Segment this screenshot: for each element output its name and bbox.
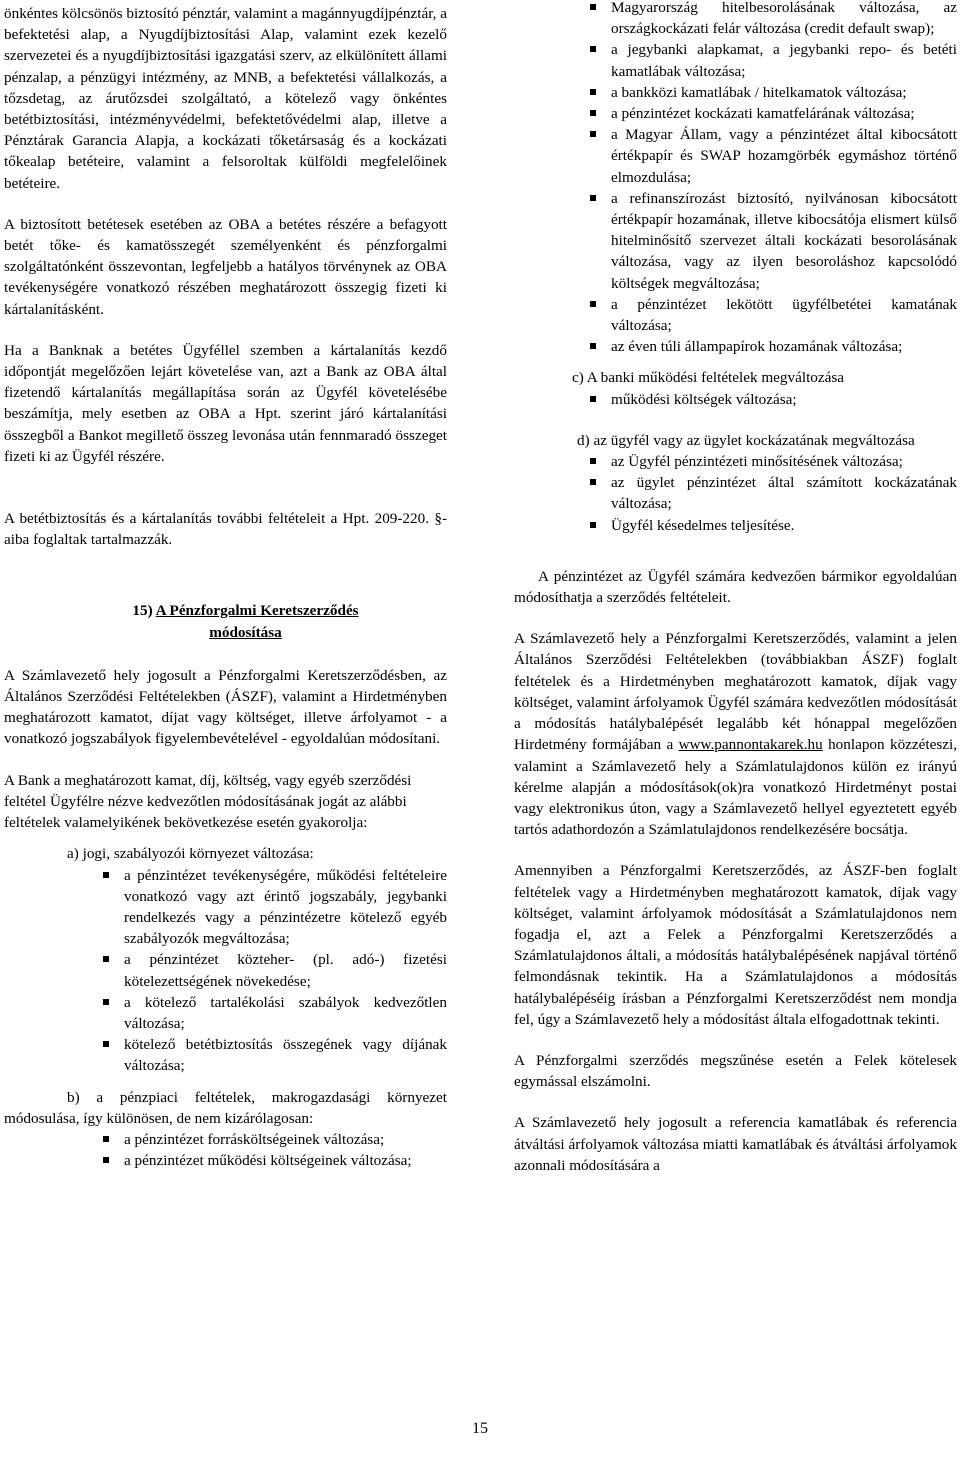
section-title-line2: módosítása (209, 623, 282, 641)
list-item: a refinanszírozást biztosító, nyilvánosan kibocsátott értékpapír hozamának, illetve kibocsátója elismert külső hitelminősítő szervezet általi kockázati besorolásának változása, vagy az ilyen besoroláshoz kapcsolódó költségek megváltozása; (586, 188, 957, 294)
list-item: a pénzintézet közteher- (pl. adó-) fizetési kötelezettségének növekedése; (99, 949, 447, 991)
list-c (514, 389, 957, 410)
list-d-heading: d) az ügyfél vagy az ügylet kockázatának megváltozása (577, 431, 915, 449)
paragraph-modification-right: A Számlavezető hely jogosult a Pénzforgalmi Keretszerződésben, az Általános Szerződési Feltételekben (ÁSZF), valamint a Hirdetményben meghatározott kamatot, díjat vagy költséget, illetve árfolyamot - a vonatkozó jogszabályok figyelembevételével - egyoldalúan módosítani. (4, 666, 447, 748)
list-item: a jegybanki alapkamat, a jegybanki repo- és betéti kamatlábak változása; (586, 39, 957, 81)
list-b-heading: b) a pénzpiaci feltételek, makrogazdasági környezet módosulása, így különösen, de nem kizárólagosan: (4, 1088, 447, 1127)
page-number: 15 (472, 1420, 488, 1437)
list-c-heading: c) A banki működési feltételek megváltozása (572, 369, 845, 387)
announcement-text-a: A Számlavezető hely a Pénzforgalmi Keretszerződés, valamint a jelen Általános Szerződési Feltételekben (továbbiakban ÁSZF) foglalt feltételek és a Hirdetményben meghatározott kamatok, díjak vagy költséget, valamint árfolyamok Ügyfél számára kedvezőtlen módosítását a módosítás hatálybalépését legalább két hónappal megelőzően Hirdetmény formájában a (514, 630, 957, 754)
list-item: működési költségek változása; (586, 389, 957, 410)
list-item: az éven túli állampapírok hozamának változása; (586, 336, 957, 357)
list-item: a kötelező tartalékolási szabályok kedvezőtlen változása; (99, 992, 447, 1034)
list-item: kötelező betétbiztosítás összegének vagy díjának változása; (99, 1034, 447, 1076)
paragraph-hpt-reference: A betétbiztosítás és a kártalanítás további feltételeit a Hpt. 209-220. §-aiba foglaltak tartalmazzák. (4, 510, 447, 549)
paragraph-favorable-modification: A pénzintézet az Ügyfél számára kedvezően bármikor egyoldalúan módosíthatja a szerződés feltételeit. (514, 567, 957, 607)
list-b (4, 1129, 447, 1171)
paragraph-insured-entities: önkéntes kölcsönös biztosító pénztár, valamint a magánnyugdíjpénztár, a befektetési alap, a Nyugdíjbiztosítási Alap, valamint ezek kezelő szervezetei és a nyugdíjbiztosítási igazgatási szerv, az elkülönített állami pénzalap, a pénzügyi intézmény, az MNB, a befektetési vállalkozás, a tőzsdetag, az árutőzsdei szolgáltató, a kötelező vagy önkéntes betétbiztosítási, intézményvédelmi, befektetővédelmi alap, illetve a Pénztárak Garancia Alapja, a kockázati tőketársaság és a kockázati tőkealap betéteire, valamint a felsoroltak külföldi megfelelőinek betéteire. (4, 5, 447, 192)
right-column (514, 0, 957, 1176)
list-item: a pénzintézet kockázati kamatfelárának változása; (586, 103, 957, 124)
list-a-heading: a) jogi, szabályozói környezet változása: (67, 845, 314, 863)
paragraph-non-acceptance: Amennyiben a Pénzforgalmi Keretszerződés, az ÁSZF-ben foglalt feltételek vagy a Hirdetményben meghatározott kamatok, díjak vagy költséget, valamint árfolyamok módosítását a Számlatulajdonos nem fogadja el, azt a Felek a Pénzforgalmi Keretszerződés a Számlatulajdonos általi, a módosítás hatálybalépésének napjával történő felmondásnak tekintik. Ha a Számlatulajdonos a módosítás hatálybalépéséig írásban a Pénzforgalmi Keretszerződést nem mondja fel, úgy a Számlavezető hely a módosítást általa elfogadottnak tekinti. (514, 862, 957, 1028)
list-item: Ügyfél késedelmes teljesítése. (586, 515, 957, 536)
list-item: az Ügyfél pénzintézeti minősítésének változása; (586, 451, 957, 472)
paragraph-reference-rates: A Számlavezető hely jogosult a referencia kamatlábak és referencia átváltási árfolyamok változása miatti kamatlábak és átváltási árfolyamok azonnali módosítására a (514, 1114, 957, 1174)
paragraph-unfavorable-modification: A Bank a meghatározott kamat, díj, költség, vagy egyéb szerződési feltétel Ügyfélre nézve kedvezőtlen módosításának jogát az alábbi feltételek valamelyikének bekövetkezése esetén gyakorolja: (4, 771, 412, 832)
list-item: a pénzintézet működési költségeinek változása; (99, 1150, 447, 1171)
list-item: Magyarország hitelbesorolásának változása, az országkockázati felár változása (credit default swap); (586, 0, 957, 39)
paragraph-oba-compensation: A biztosított betétesek esetében az OBA a betétes részére a befagyott betét tőke- és kamatösszegét személyenként és pénzforgalmi szolgáltatónként összevontan, legfeljebb a hatályos törvénynek az OBA tevékenységére vonatkozó részében meghatározott összegig fizeti ki kártalanításként. (4, 215, 447, 318)
paragraph-announcement (514, 628, 957, 840)
list-item: a Magyar Állam, vagy a pénzintézet által kibocsátott értékpapír és SWAP hozamgörbék egymáshoz történő elmozdulása; (586, 124, 957, 188)
list-item: a pénzintézet tevékenységére, működési feltételeire vonatkozó vagy azt érintő jogszabály, jegybanki rendelkezés vagy a pénzintézetre kötelező egyéb szabályozók megváltozása; (99, 865, 447, 950)
announcement-text-b: honlapon közzéteszi, valamint a Számlavezető hely a Számlatulajdonos külön ez irányú kérelme alapján a módosítások(ok)ra vonatkozó Hirdetményt postai vagy elektronikus úton, vagy a Számlavezető hellyel egyeztetett egyéb tartós adathordozón a Számlatulajdonos rendelkezésére bocsátja. (514, 736, 958, 839)
list-b-continued (514, 0, 957, 357)
left-column (4, 0, 447, 1171)
section-heading (4, 600, 447, 642)
list-item: az ügylet pénzintézet által számított kockázatának változása; (586, 472, 957, 514)
section-title-line1: A Pénzforgalmi Keretszerződés (155, 602, 359, 620)
list-d (514, 451, 957, 536)
list-item: a bankközi kamatlábak / hitelkamatok változása; (586, 82, 957, 103)
paragraph-settlement: A Pénzforgalmi szerződés megszűnése esetén a Felek kötelesek egymással elszámolni. (514, 1051, 957, 1091)
paragraph-bank-claim-offset: Ha a Banknak a betétes Ügyféllel szemben a kártalanítás kezdő időpontját megelőzően lejárt követelése van, azt a Bank az OBA által fizetendő kártalanítás megállapítása során az Ügyfél követelésébe beszámítja, mely esetben az OBA a Hpt. szerint járó kártalanítási összegből a Bankot megillető összeg levonása után fennmaradó összeget fizeti ki az Ügyfél részére. (4, 341, 447, 465)
list-item: a pénzintézet lekötött ügyfélbetétei kamatának változása; (586, 294, 957, 336)
section-number: 15) (132, 602, 153, 620)
list-a (4, 865, 447, 1077)
list-item: a pénzintézet forrásköltségeinek változása; (99, 1129, 447, 1150)
website-link[interactable]: www.pannontakarek.hu (678, 736, 823, 754)
